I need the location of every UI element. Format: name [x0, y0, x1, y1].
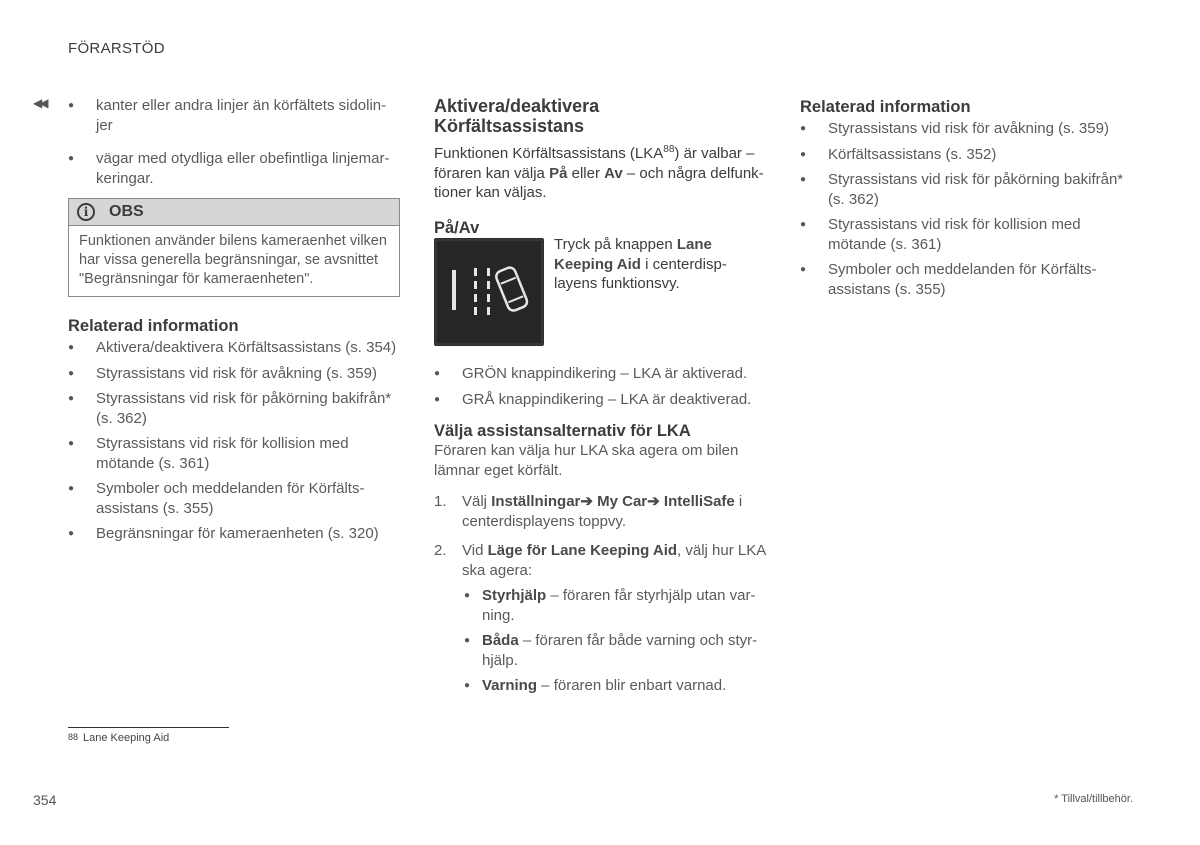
keyword: IntelliSafe [663, 493, 735, 510]
related-link[interactable]: ● Begränsningar för kameraenheten (s. 320) [68, 524, 398, 544]
list-item: ● kanter eller andra linjer än körfältets sidolin-jer [68, 96, 398, 135]
continued-arrow-icon: ◀◀ [33, 96, 46, 110]
column-1 [68, 96, 398, 194]
keyword: Läge för Lane Keeping Aid [487, 542, 678, 559]
text: i centerdisp-layens funktionsvy. [554, 255, 727, 292]
title-line: Körfältsassistans [434, 116, 585, 136]
option-list [462, 586, 769, 696]
related-link[interactable]: ● Körfältsassistans (s. 352) [800, 145, 1130, 165]
choose-heading: Välja assistansalternativ för LKA [434, 422, 691, 440]
keyword: Styrhjälp [482, 587, 547, 604]
text: , välj hur LKA ska agera: [462, 542, 766, 579]
text: Tryck på knappen [554, 236, 677, 253]
footnote-text: Lane Keeping Aid [83, 732, 170, 744]
page-header: FÖRARSTÖD [68, 40, 165, 57]
related-link[interactable]: ● Styrassistans vid risk för påkörning bakifrån* (s. 362) [68, 389, 398, 428]
related-info-1 [68, 316, 398, 550]
status-list [434, 364, 769, 409]
related-link[interactable]: ● Styrassistans vid risk för påkörning bakifrån* (s. 362) [800, 170, 1130, 209]
text: – föraren får både varning och styr-hjälp. [482, 632, 758, 669]
related-title: Relaterad information [68, 317, 239, 335]
list-item: ● vägar med otydliga eller obefintliga linjemar-keringar. [68, 149, 398, 188]
arrow-icon: ➔ [647, 493, 660, 510]
steps-list [434, 492, 769, 696]
text: – föraren får styrhjälp utan var-ning. [482, 587, 756, 624]
related-list [800, 119, 1130, 299]
related-link[interactable]: ● Symboler och meddelanden för Körfälts-assistans (s. 355) [68, 479, 398, 518]
keyword: Lane Keeping Aid [554, 236, 712, 273]
footnote-divider [68, 727, 229, 728]
option-item [462, 586, 769, 625]
footnote-ref: 88 [663, 144, 675, 155]
related-link[interactable]: ● Styrassistans vid risk för avåkning (s. 359) [68, 364, 398, 384]
related-title: Relaterad information [800, 98, 971, 116]
text: i centerdisplayens toppvy. [462, 493, 743, 530]
keyword: My Car [597, 493, 648, 510]
keyword: Varning [482, 677, 538, 694]
footnote [68, 732, 169, 744]
footnote-number: 88 [68, 732, 79, 742]
list-item: ● GRÖN knappindikering – LKA är aktiverad. [434, 364, 769, 384]
arrow-icon: ➔ [580, 493, 593, 510]
list-item: ● GRÅ knappindikering – LKA är deaktiverad. [434, 390, 769, 410]
option-item [462, 676, 769, 696]
keyword: På [549, 164, 568, 182]
paav-heading: På/Av [434, 218, 480, 237]
keyword: Båda [482, 632, 519, 649]
option-item [462, 631, 769, 670]
intro-text [434, 140, 769, 203]
step-number: 1. [434, 493, 447, 510]
related-info-2 [800, 97, 1130, 305]
column-2 [434, 96, 769, 238]
text: Vid [462, 542, 488, 559]
note-box [68, 198, 400, 297]
keyword: Inställningar [491, 493, 581, 510]
text: Välj [462, 493, 492, 510]
choose-text: Föraren kan välja hur LKA ska agera om bilen lämnar eget körfält. [434, 442, 739, 479]
related-link[interactable]: ● Styrassistans vid risk för avåkning (s. 359) [800, 119, 1130, 139]
related-link[interactable]: ● Styrassistans vid risk för kollision med mötande (s. 361) [68, 434, 398, 473]
note-title: OBS [109, 203, 144, 220]
section-title [434, 96, 769, 136]
text: – och några delfunk-tioner kan väljas. [434, 164, 764, 201]
keyword: Av [604, 164, 623, 182]
note-header [69, 199, 399, 226]
related-link[interactable]: ● Styrassistans vid risk för kollision med mötande (s. 361) [800, 215, 1130, 254]
lane-keeping-aid-icon [434, 238, 544, 346]
note-text: Funktionen använder bilens kameraenhet vilken har vissa generella begränsningar, se avsnittet "Begränsningar för kameraenheten". [79, 233, 387, 287]
text: ) är valbar – föraren kan välja [434, 145, 755, 182]
related-link[interactable]: ● Aktivera/deaktivera Körfältsassistans (s. 354) [68, 338, 398, 358]
condition-list [68, 96, 398, 188]
step-2 [434, 541, 769, 696]
option-note: * Tillval/tillbehör. [1054, 793, 1133, 805]
page-number: 354 [33, 792, 57, 808]
status-section [434, 364, 769, 706]
step-1 [434, 492, 769, 531]
related-list [68, 338, 398, 544]
lane-keeping-aid-button-image [434, 238, 544, 346]
text: Funktionen Körfältsassistans (LKA [434, 145, 664, 162]
step-number: 2. [434, 542, 447, 559]
info-icon: i [77, 203, 95, 221]
press-button-text [554, 235, 754, 294]
text: – föraren blir enbart varnad. [537, 677, 727, 694]
text: eller [567, 164, 605, 182]
related-link[interactable]: ● Symboler och meddelanden för Körfälts-assistans (s. 355) [800, 260, 1130, 299]
title-line: Aktivera/deaktivera [434, 96, 600, 116]
